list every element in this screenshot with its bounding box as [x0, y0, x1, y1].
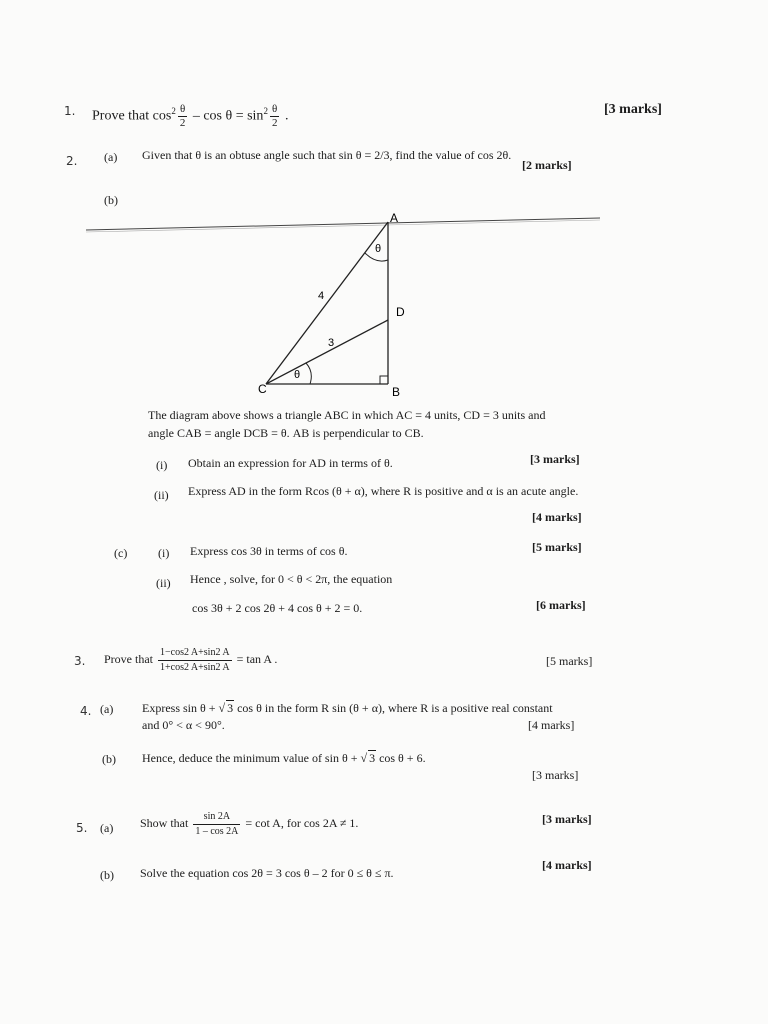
label-ac-length: 4	[318, 290, 325, 302]
q5b-label: (b)	[100, 868, 114, 882]
q4b-marks: [3 marks]	[532, 768, 579, 782]
q4b-text: Hence, deduce the minimum value of sin θ + √ 3 cos θ + 6.	[142, 751, 426, 765]
label-a: A	[390, 211, 399, 225]
q5a-label: (a)	[100, 821, 114, 835]
label-c: C	[258, 382, 267, 396]
label-cd-length: 3	[328, 337, 335, 349]
q2cii-marks: [6 marks]	[536, 598, 586, 612]
q2cii-equation: cos 3θ + 2 cos 2θ + 4 cos θ + 2 = 0.	[192, 601, 363, 615]
q2cii-label: (ii)	[156, 576, 171, 590]
q5b-text: Solve the equation cos 2θ = 3 cos θ – 2 for 0 ≤ θ ≤ π.	[140, 866, 394, 880]
q2bi-label: (i)	[156, 458, 168, 472]
q5-number: 5.	[76, 821, 88, 835]
side-cd	[266, 320, 388, 384]
q3-number: 3.	[74, 654, 86, 668]
q4-number: 4.	[80, 704, 92, 718]
label-d: D	[396, 305, 405, 319]
q2ci-marks: [5 marks]	[532, 540, 582, 554]
angle-c-arc	[306, 363, 311, 384]
ground-line-shadow	[86, 220, 600, 232]
q1-number: 1.	[64, 104, 76, 118]
q2c-label: (c)	[114, 546, 128, 560]
q4a-marks: [4 marks]	[528, 718, 575, 732]
q2-number: 2.	[66, 154, 78, 168]
side-ac	[266, 222, 388, 384]
triangle-diagram	[0, 0, 768, 420]
q2a-marks: [2 marks]	[522, 158, 572, 172]
q5b-marks: [4 marks]	[542, 858, 592, 872]
q2b-label: (b)	[104, 193, 118, 207]
q4b-label: (b)	[102, 752, 116, 766]
q1-text: Prove that $\cos^2$ $\frac{\theta}{2}$ – $\cos \theta = \sin^2$ $\frac{\theta}{2}$ .	[92, 102, 289, 129]
q2bii-marks: [4 marks]	[532, 510, 582, 524]
angle-c-label: θ	[294, 369, 301, 381]
right-angle-mark	[380, 376, 388, 384]
q4a-text: Express sin θ + √ 3 cos θ in the form R sin (θ + α), where R is a positive real constant	[142, 701, 553, 715]
q2bi-text: Obtain an expression for AD in terms of θ.	[188, 456, 393, 470]
q3-text: Prove that $\frac{1-\cos 2 A+\sin 2 A}{1+\cos 2 A+\sin 2 A}$ = tan A .	[104, 646, 278, 673]
q5a-text: Show that $\frac{\sin 2A}{1 - \cos 2A}$ = cot A, for cos 2A ≠ 1.	[140, 810, 359, 837]
q2cii-text: Hence , solve, for 0 < θ < 2π, the equation	[190, 572, 393, 586]
q2-description-line1: The diagram above shows a triangle ABC in which AC = 4 units, CD = 3 units and	[148, 408, 546, 422]
q4a-label: (a)	[100, 702, 114, 716]
label-b: B	[392, 385, 401, 399]
q2a-label: (a)	[104, 150, 118, 164]
q2bii-text: Express AD in the form Rcos (θ + α), where R is positive and α is an acute angle.	[188, 484, 579, 498]
angle-a-label: θ	[375, 243, 382, 255]
q2ci-label: (i)	[158, 546, 170, 560]
q1-marks: [3 marks]	[604, 102, 662, 117]
q2bii-label: (ii)	[154, 488, 169, 502]
q2a-text: Given that θ is an obtuse angle such that sin θ = 2/3, find the value of cos 2θ.	[142, 148, 512, 162]
q5a-marks: [3 marks]	[542, 812, 592, 826]
q2ci-text: Express cos 3θ in terms of cos θ.	[190, 544, 348, 558]
ground-line	[86, 218, 600, 230]
q3-marks: [5 marks]	[546, 654, 593, 668]
q2bi-marks: [3 marks]	[530, 452, 580, 466]
q2-description-line2: angle CAB = angle DCB = θ. AB is perpendicular to CB.	[148, 426, 424, 440]
q4a-text-line2: and 0° < α < 90°.	[142, 718, 225, 732]
